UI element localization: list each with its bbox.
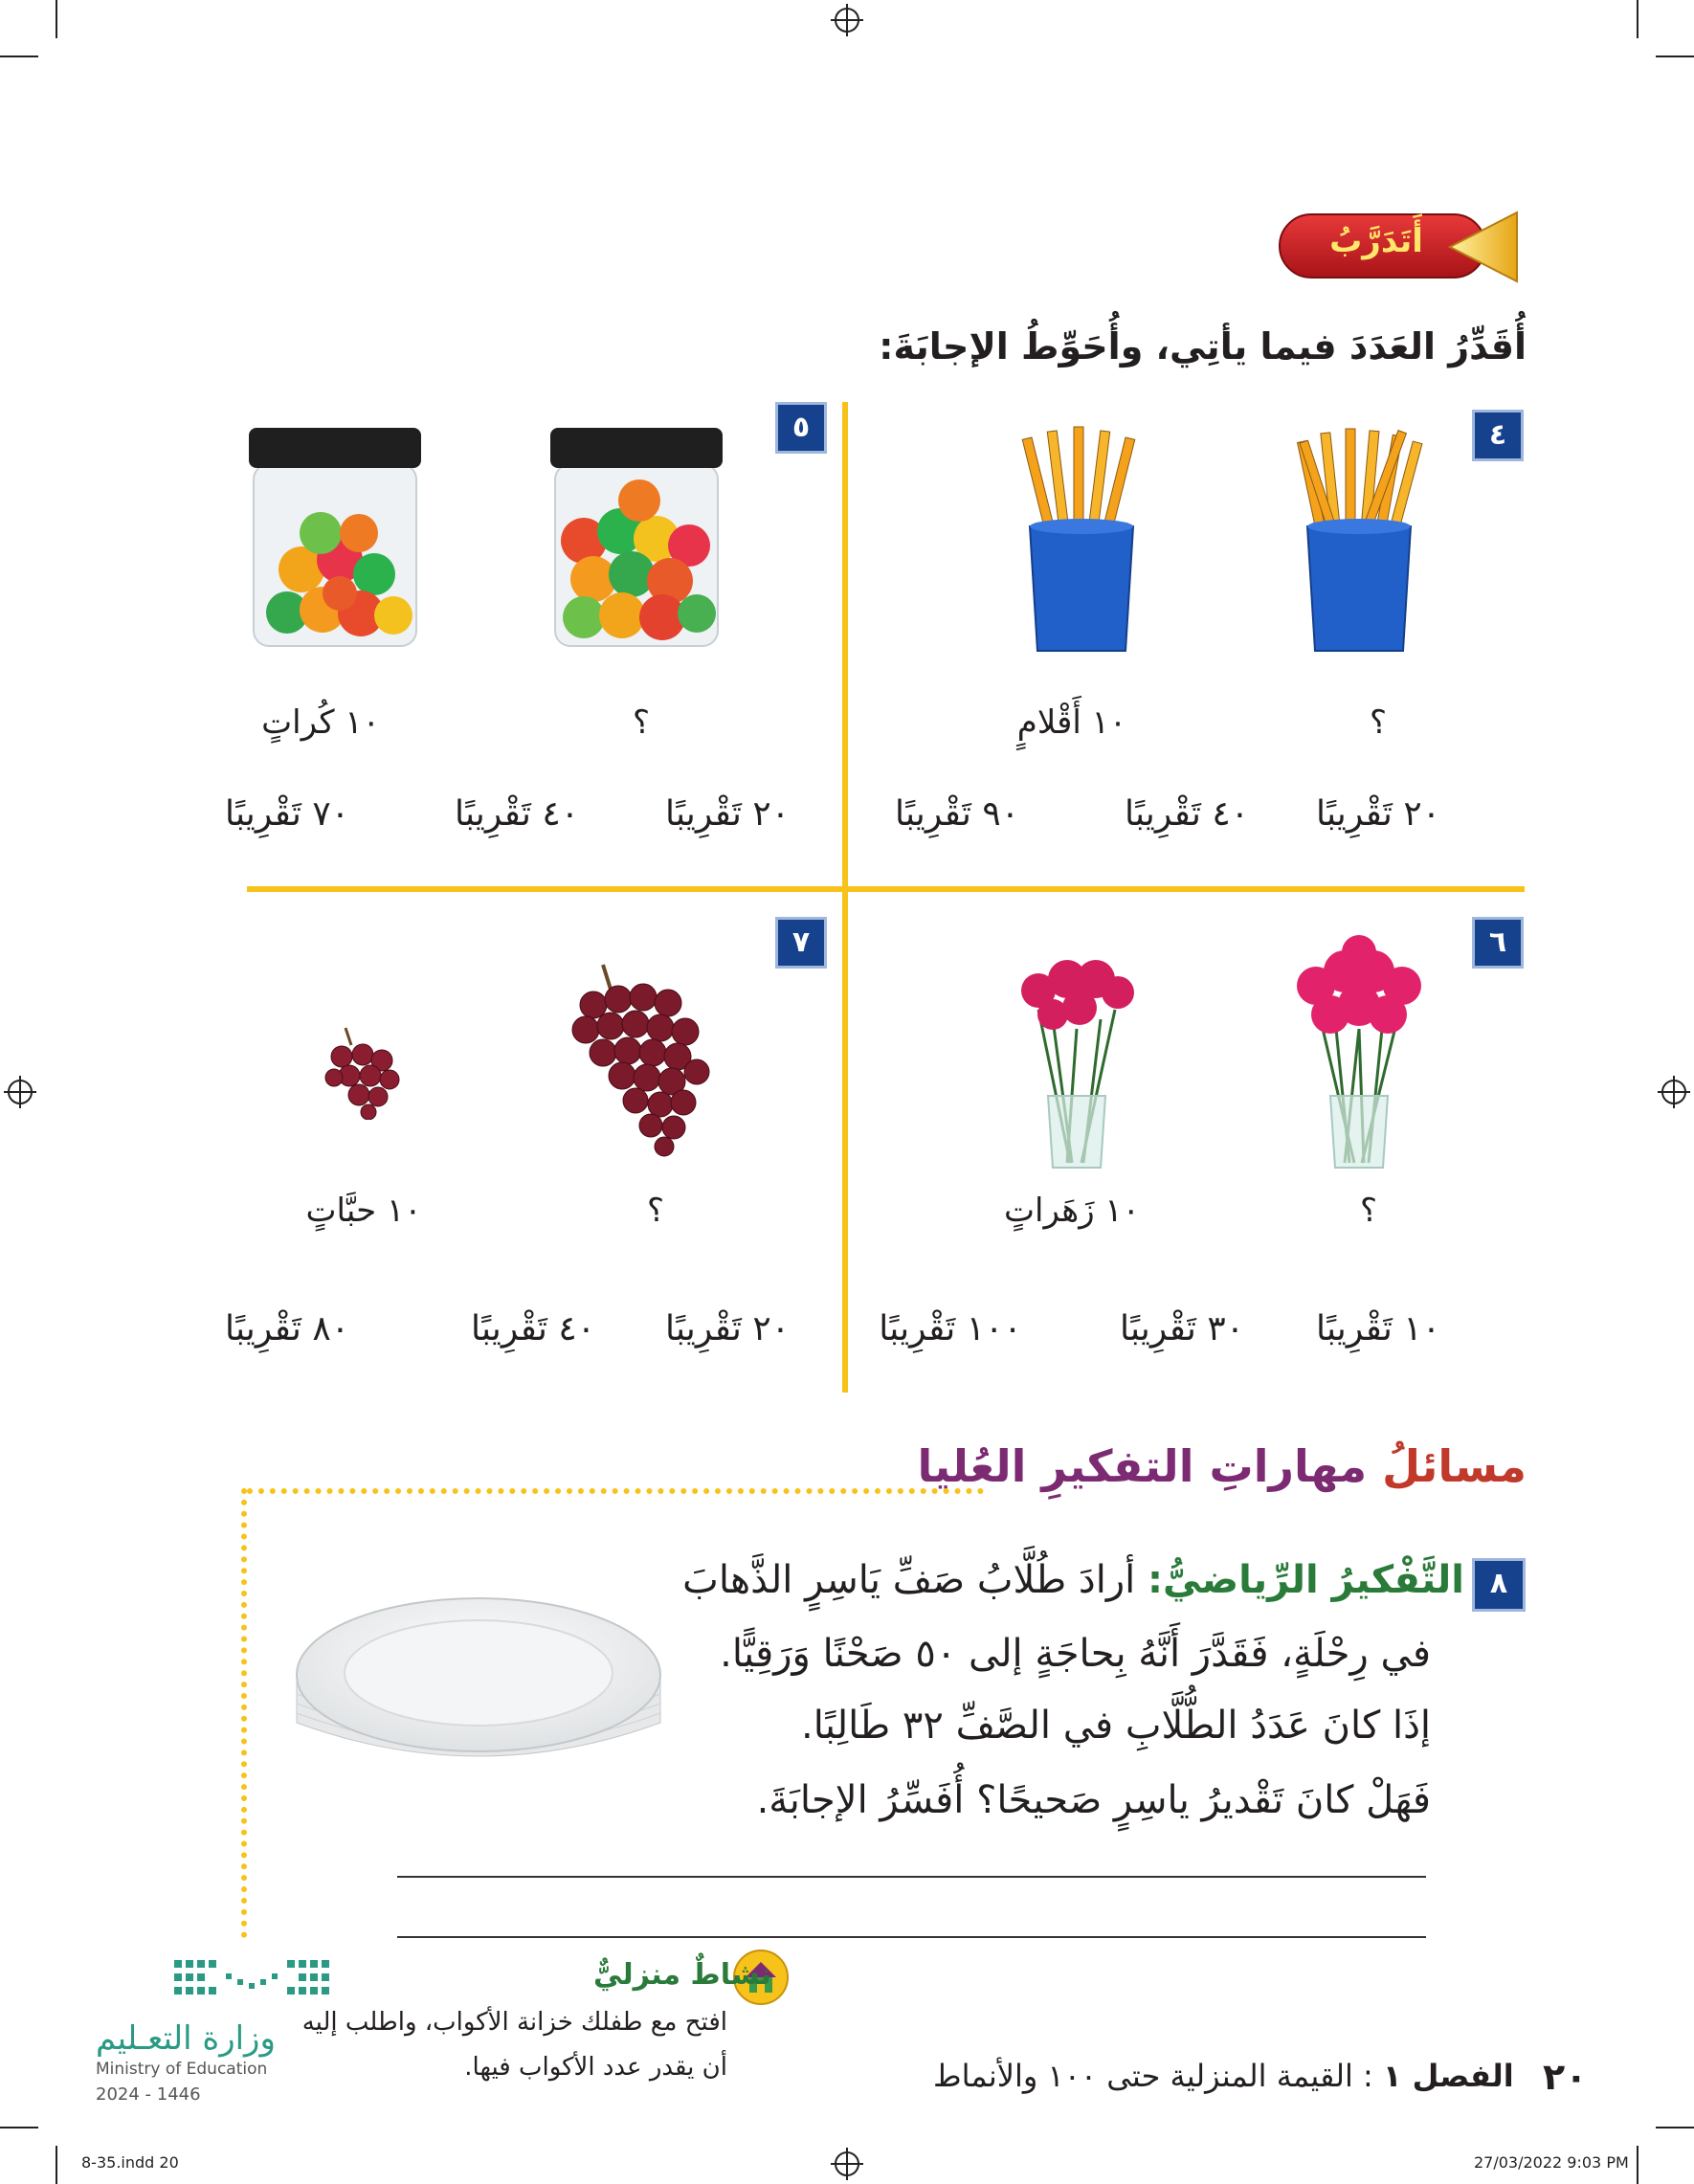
- problem-6-unknown: ؟: [1359, 1192, 1378, 1230]
- grid-divider-horizontal: [247, 886, 1525, 892]
- ministry-logo-icon: [172, 1952, 340, 2010]
- home-activity-line-2: أن يقدر عدد الأكواب فيها.: [464, 2053, 727, 2082]
- problem-number-7: ٧: [775, 917, 827, 969]
- ministry-year: 2024 - 1446: [96, 2084, 201, 2105]
- hots-dotted-border-vertical: [241, 1488, 247, 1938]
- footer-separator: :: [1363, 2058, 1373, 2094]
- registration-mark-icon: [1658, 1076, 1690, 1108]
- hots-title: [918, 1440, 1527, 1492]
- ministry-name-arabic: وزارة التعـليم: [96, 2019, 276, 2058]
- problem-7-reference: ١٠ حبَّاتٍ: [305, 1192, 422, 1230]
- crop-mark: [1637, 0, 1638, 38]
- problem-7-choice-1[interactable]: ٢٠ تَقْرِيبًا: [664, 1309, 791, 1348]
- practice-badge-label: أَتَدَرَّبُ: [1329, 222, 1423, 260]
- instruction-text: أُقَدِّرُ العَدَدَ فيما يأتِي، وأُحَوِّطُ الإجابَةَ:: [879, 325, 1527, 368]
- problem-4-reference: ١٠ أَقْلامٍ: [1016, 703, 1127, 742]
- footer-chapter: [933, 2058, 1514, 2094]
- ministry-name-english: Ministry of Education: [96, 2060, 268, 2079]
- problem-number-4: ٤: [1472, 410, 1524, 461]
- grape-bunch-large-icon: [565, 957, 718, 1158]
- crop-mark: [0, 56, 38, 57]
- registration-mark-icon: [831, 4, 863, 36]
- pencil-cup-ten-icon: [995, 421, 1168, 656]
- answer-line-2[interactable]: [397, 1936, 1426, 1938]
- problem-4-unknown: ؟: [1369, 703, 1388, 742]
- home-activity-line-1: افتح مع طفلك خزانة الأكواب، واطلب إليه: [301, 2008, 727, 2037]
- q8-line-2: في رِحْلَةٍ، فَقَدَّرَ أَنَّهُ بِحاجَةٍ إلى ٥٠ صَحْنًا وَرَقِيًّا.: [720, 1632, 1431, 1676]
- page-number: ٢٠: [1543, 2056, 1588, 2098]
- flower-vase-ten-icon: [995, 933, 1158, 1172]
- jar-many-balls-icon: [546, 426, 727, 656]
- footer-chapter-number: الفصل ١: [1382, 2058, 1514, 2094]
- slug-file: 8-35.indd 20: [81, 2153, 179, 2172]
- problem-number-8: ٨: [1472, 1558, 1526, 1612]
- hots-title-prefix: مسائلُ: [1382, 1440, 1527, 1492]
- problem-6-reference: ١٠ زَهَراتٍ: [1004, 1192, 1140, 1230]
- answer-line-1[interactable]: [397, 1876, 1426, 1878]
- registration-mark-icon: [831, 2148, 863, 2180]
- hots-title-main: مهاراتِ التفكيرِ العُليا: [917, 1440, 1368, 1492]
- registration-mark-icon: [4, 1076, 36, 1108]
- problem-number-5: ٥: [775, 402, 827, 454]
- flower-vase-many-icon: [1278, 933, 1440, 1172]
- problem-4-choice-2[interactable]: ٤٠ تَقْرِيبًا: [1124, 794, 1250, 834]
- home-activity-title: نشاطٌ منزليٌّ: [593, 1958, 771, 1992]
- problem-number-6: ٦: [1472, 917, 1524, 969]
- crop-mark: [0, 2127, 38, 2128]
- crop-mark: [1656, 2127, 1694, 2128]
- problem-7-unknown: ؟: [646, 1192, 665, 1230]
- crescent-icon: [1338, 1434, 1376, 1491]
- grid-divider-vertical: [842, 402, 848, 1393]
- problem-4-choice-3[interactable]: ٩٠ تَقْرِيبًا: [894, 794, 1020, 834]
- footer-chapter-title: القيمة المنزلية حتى ١٠٠ والأنماط: [933, 2058, 1353, 2094]
- jar-ten-balls-icon: [244, 426, 426, 656]
- problem-5-choice-2[interactable]: ٤٠ تَقْرِيبًا: [454, 794, 580, 834]
- crop-mark: [56, 0, 57, 38]
- slug-date: 27/03/2022 9:03 PM: [1474, 2153, 1629, 2172]
- crop-mark: [1656, 56, 1694, 57]
- grape-bunch-small-icon: [321, 1024, 407, 1120]
- problem-4-choice-1[interactable]: ٢٠ تَقْرِيبًا: [1315, 794, 1441, 834]
- problem-6-choice-2[interactable]: ٣٠ تَقْرِيبًا: [1119, 1309, 1245, 1348]
- problem-5-choice-1[interactable]: ٢٠ تَقْرِيبًا: [664, 794, 791, 834]
- crop-mark: [56, 2146, 57, 2184]
- problem-5-unknown: ؟: [632, 703, 651, 742]
- problem-7-choice-3[interactable]: ٨٠ تَقْرِيبًا: [224, 1309, 350, 1348]
- q8-line-1: [682, 1558, 1464, 1602]
- q8-line-4: فَهَلْ كانَ تَقْديرُ ياسِرٍ صَحيحًا؟ أُفَسِّرُ الإجابَةَ.: [756, 1778, 1431, 1822]
- crop-mark: [1637, 2146, 1638, 2184]
- hots-dotted-border: [247, 1488, 984, 1494]
- q8-line-1-text: أرادَ طُلَّابُ صَفِّ يَاسِرٍ الذَّهابَ: [682, 1558, 1136, 1602]
- q8-label: التَّفْكيرُ الرِّياضيُّ:: [1147, 1558, 1464, 1602]
- paper-plates-icon: [287, 1570, 670, 1790]
- problem-7-choice-2[interactable]: ٤٠ تَقْرِيبًا: [470, 1309, 596, 1348]
- problem-5-reference: ١٠ كُراتٍ: [261, 703, 380, 742]
- q8-line-3: إذَا كانَ عَدَدُ الطُّلَّابِ في الصَّفِّ ٣٢ طَالِبًا.: [801, 1704, 1431, 1748]
- problem-5-choice-3[interactable]: ٧٠ تَقْرِيبًا: [224, 794, 350, 834]
- problem-6-choice-3[interactable]: ١٠٠ تَقْرِيبًا: [879, 1309, 1022, 1348]
- pencil-cup-many-icon: [1273, 421, 1445, 656]
- problem-6-choice-1[interactable]: ١٠ تَقْرِيبًا: [1315, 1309, 1441, 1348]
